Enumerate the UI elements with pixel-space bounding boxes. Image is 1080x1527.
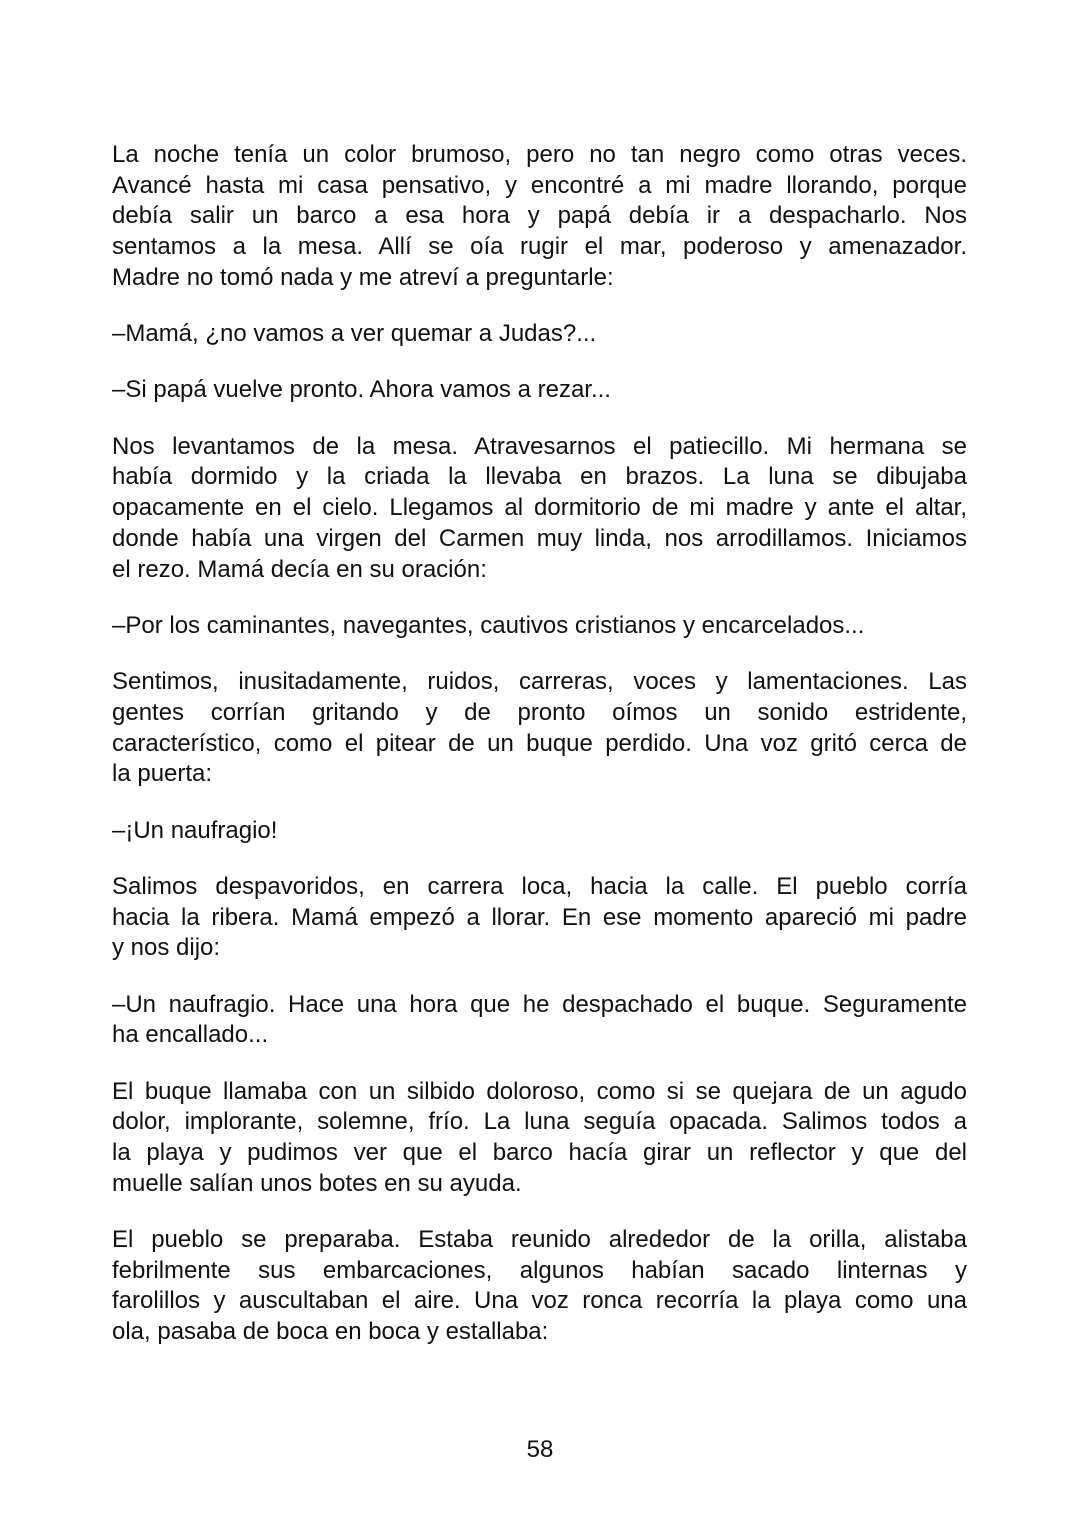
paragraph — [112, 375, 967, 406]
text-line: Salimos despavoridos, en carrera loca, hacia la calle. El pueblo corría — [112, 872, 967, 900]
paragraph — [112, 1225, 967, 1348]
text-line: había dormido y la criada la llevaba en brazos. La luna se dibujaba — [112, 463, 967, 491]
paragraph — [112, 667, 967, 790]
paragraph — [112, 140, 967, 294]
text-line: la puerta: — [112, 760, 213, 788]
paragraph — [112, 1077, 967, 1200]
text-line: –Un naufragio. Hace una hora que he despachado el buque. Seguramente — [112, 990, 967, 1018]
paragraph — [112, 872, 967, 964]
page-number: 58 — [526, 1436, 554, 1463]
text-line: Nos levantamos de la mesa. Atravesarnos el patiecillo. Mi hermana se — [112, 432, 967, 460]
text-line: farolillos y auscultaban el aire. Una voz ronca recorría la playa como una — [112, 1287, 967, 1315]
text-line: Sentimos, inusitadamente, ruidos, carreras, voces y lamentaciones. Las — [112, 668, 967, 696]
paragraph — [112, 990, 967, 1051]
text-line: Avancé hasta mi casa pensativo, y encontré a mi madre llorando, porque — [112, 171, 967, 199]
text-line: ha encallado... — [112, 1021, 269, 1049]
text-line: opacamente en el cielo. Llegamos al dormitorio de mi madre y ante el altar, — [112, 494, 967, 522]
text-line: donde había una virgen del Carmen muy linda, nos arrodillamos. Iniciamos — [112, 524, 967, 552]
text-line: ola, pasaba de boca en boca y estallaba: — [112, 1318, 549, 1346]
text-line: muelle salían unos botes en su ayuda. — [112, 1169, 522, 1197]
text-line: febrilmente sus embarcaciones, algunos habían sacado linternas y — [112, 1256, 967, 1284]
paragraph — [112, 611, 967, 642]
text-line: El pueblo se preparaba. Estaba reunido alrededor de la orilla, alistaba — [112, 1225, 967, 1253]
text-line: gentes corrían gritando y de pronto oímos un sonido estridente, — [112, 698, 967, 726]
paragraph — [112, 816, 967, 847]
text-line: debía salir un barco a esa hora y papá debía ir a despacharlo. Nos — [112, 202, 967, 230]
text-line: –Mamá, ¿no vamos a ver quemar a Judas?... — [112, 320, 597, 348]
page-body — [112, 140, 967, 1373]
text-line: –Si papá vuelve pronto. Ahora vamos a rezar... — [112, 376, 611, 404]
text-line: el rezo. Mamá decía en su oración: — [112, 555, 487, 583]
text-line: Madre no tomó nada y me atreví a preguntarle: — [112, 263, 614, 291]
text-line: –¡Un naufragio! — [112, 816, 278, 844]
text-line: La noche tenía un color brumoso, pero no tan negro como otras veces. — [112, 141, 967, 168]
text-line: El buque llamaba con un silbido doloroso, como si se quejara de un agudo — [112, 1077, 967, 1105]
text-line: y nos dijo: — [112, 934, 221, 962]
paragraph — [112, 319, 967, 350]
text-line: sentamos a la mesa. Allí se oía rugir el mar, poderoso y amenazador. — [112, 233, 967, 261]
text-line: la playa y pudimos ver que el barco hacía girar un reflector y que del — [112, 1138, 967, 1166]
text-line: –Por los caminantes, navegantes, cautivos cristianos y encarcelados... — [112, 611, 865, 639]
text-line: dolor, implorante, solemne, frío. La luna seguía opacada. Salimos todos a — [112, 1108, 967, 1136]
text-line: característico, como el pitear de un buque perdido. Una voz gritó cerca de — [112, 729, 967, 757]
paragraph — [112, 432, 967, 586]
text-line: hacia la ribera. Mamá empezó a llorar. En ese momento apareció mi padre — [112, 903, 967, 931]
